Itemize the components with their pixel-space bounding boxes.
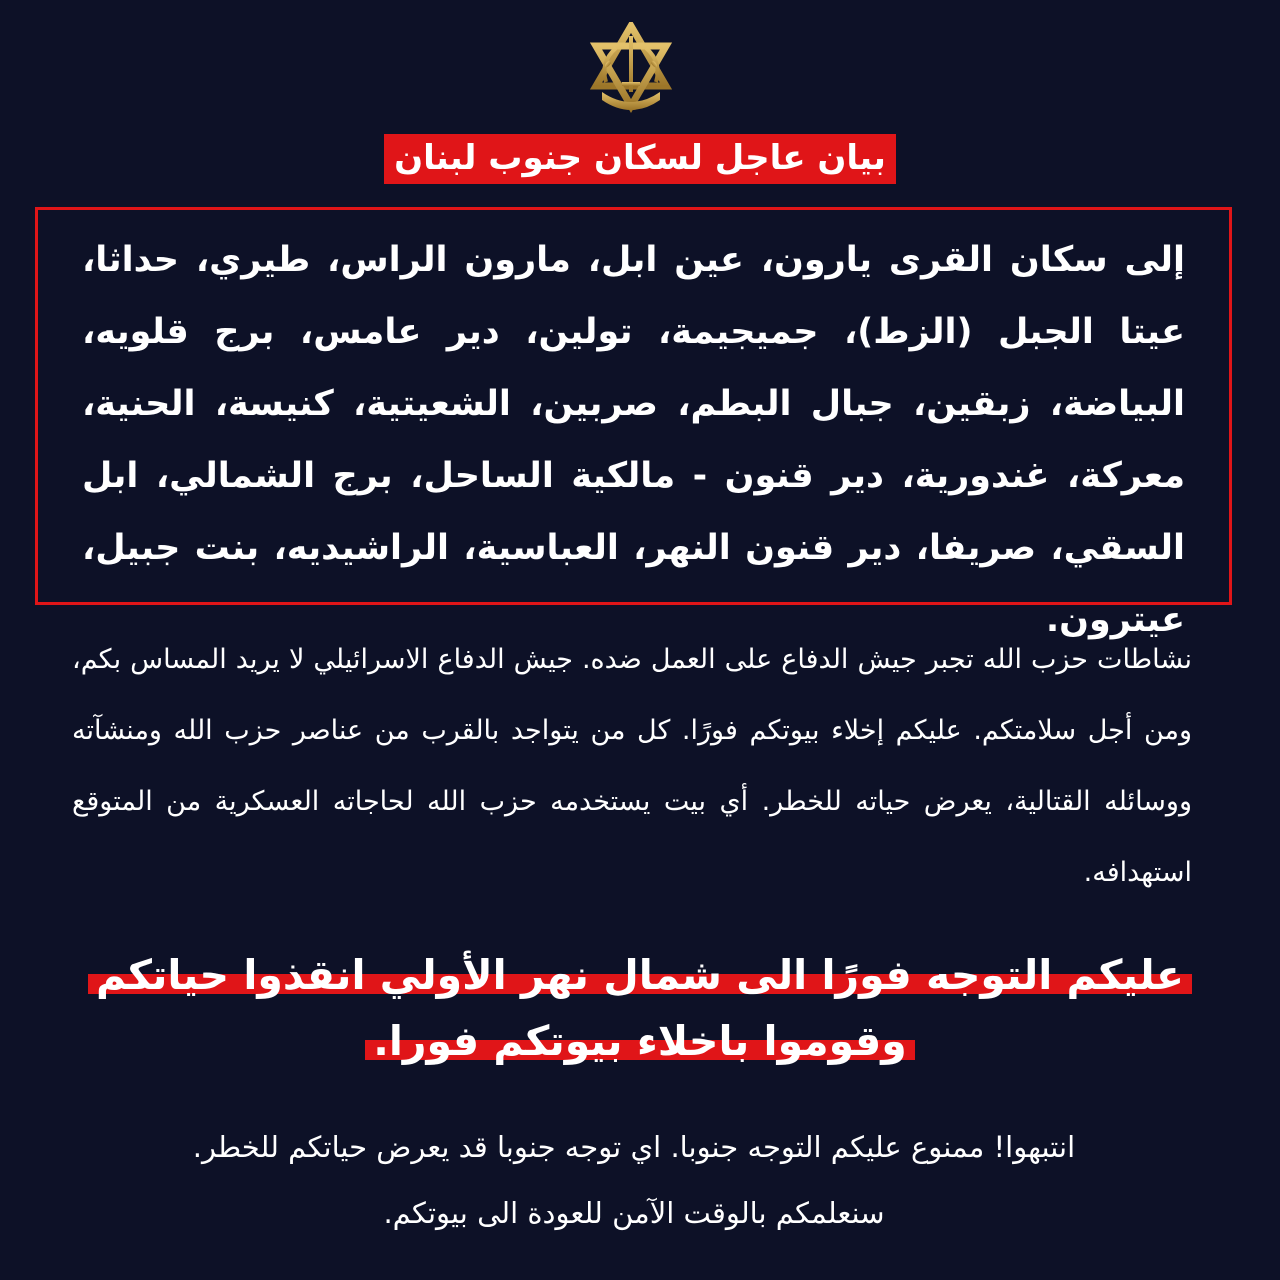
call-to-action	[0, 950, 1280, 1082]
title-container	[0, 134, 1280, 184]
warning-line-1: انتبهوا! ممنوع عليكم التوجه جنوبا. اي توجه جنوبا قد يعرض حياتكم للخطر.	[192, 1130, 1076, 1164]
page-title: بيان عاجل لسكان جنوب لبنان	[384, 134, 896, 184]
call-to-action-line-2: وقوموا باخلاء بيوتكم فورا.	[365, 1016, 914, 1066]
warning-text	[72, 1114, 1196, 1246]
warning-line-2: سنعلمكم بالوقت الآمن للعودة الى بيوتكم.	[383, 1196, 885, 1230]
call-to-action-line-1: عليكم التوجه فورًا الى شمال نهر الأولي انقذوا حياتكم	[88, 950, 1192, 1000]
idf-emblem-icon	[586, 22, 676, 114]
body-paragraph: نشاطات حزب الله تجبر جيش الدفاع على العمل ضده. جيش الدفاع الاسرائيلي لا يريد المساس بكم، ومن أجل سلامتكم. عليكم إخلاء بيوتكم فورًا. كل من يتواجد بالقرب من عناصر حزب الله ومنشآته ووسائله القتالية، يعرض حياته للخطر. أي بيت يستخدمه حزب الله لحاجاته العسكرية من المتوقع استهدافه.	[72, 644, 1192, 888]
villages-notice: إلى سكان القرى يارون، عين ابل، مارون الراس، طيري، حداثا، عيتا الجبل (الزط)، جميجيمة، تولين، دير عامس، برج قلويه، البياضة، زبقين، جبال البطم، صربين، الشعيتية، كنيسة، الحنية، معركة، غندورية، دير قنون - مالكية الساحل، برج الشمالي، ابل السقي، صريفا، دير قنون النهر، العباسية، الراشيديه، بنت جبيل، عيترون.	[35, 207, 1232, 605]
